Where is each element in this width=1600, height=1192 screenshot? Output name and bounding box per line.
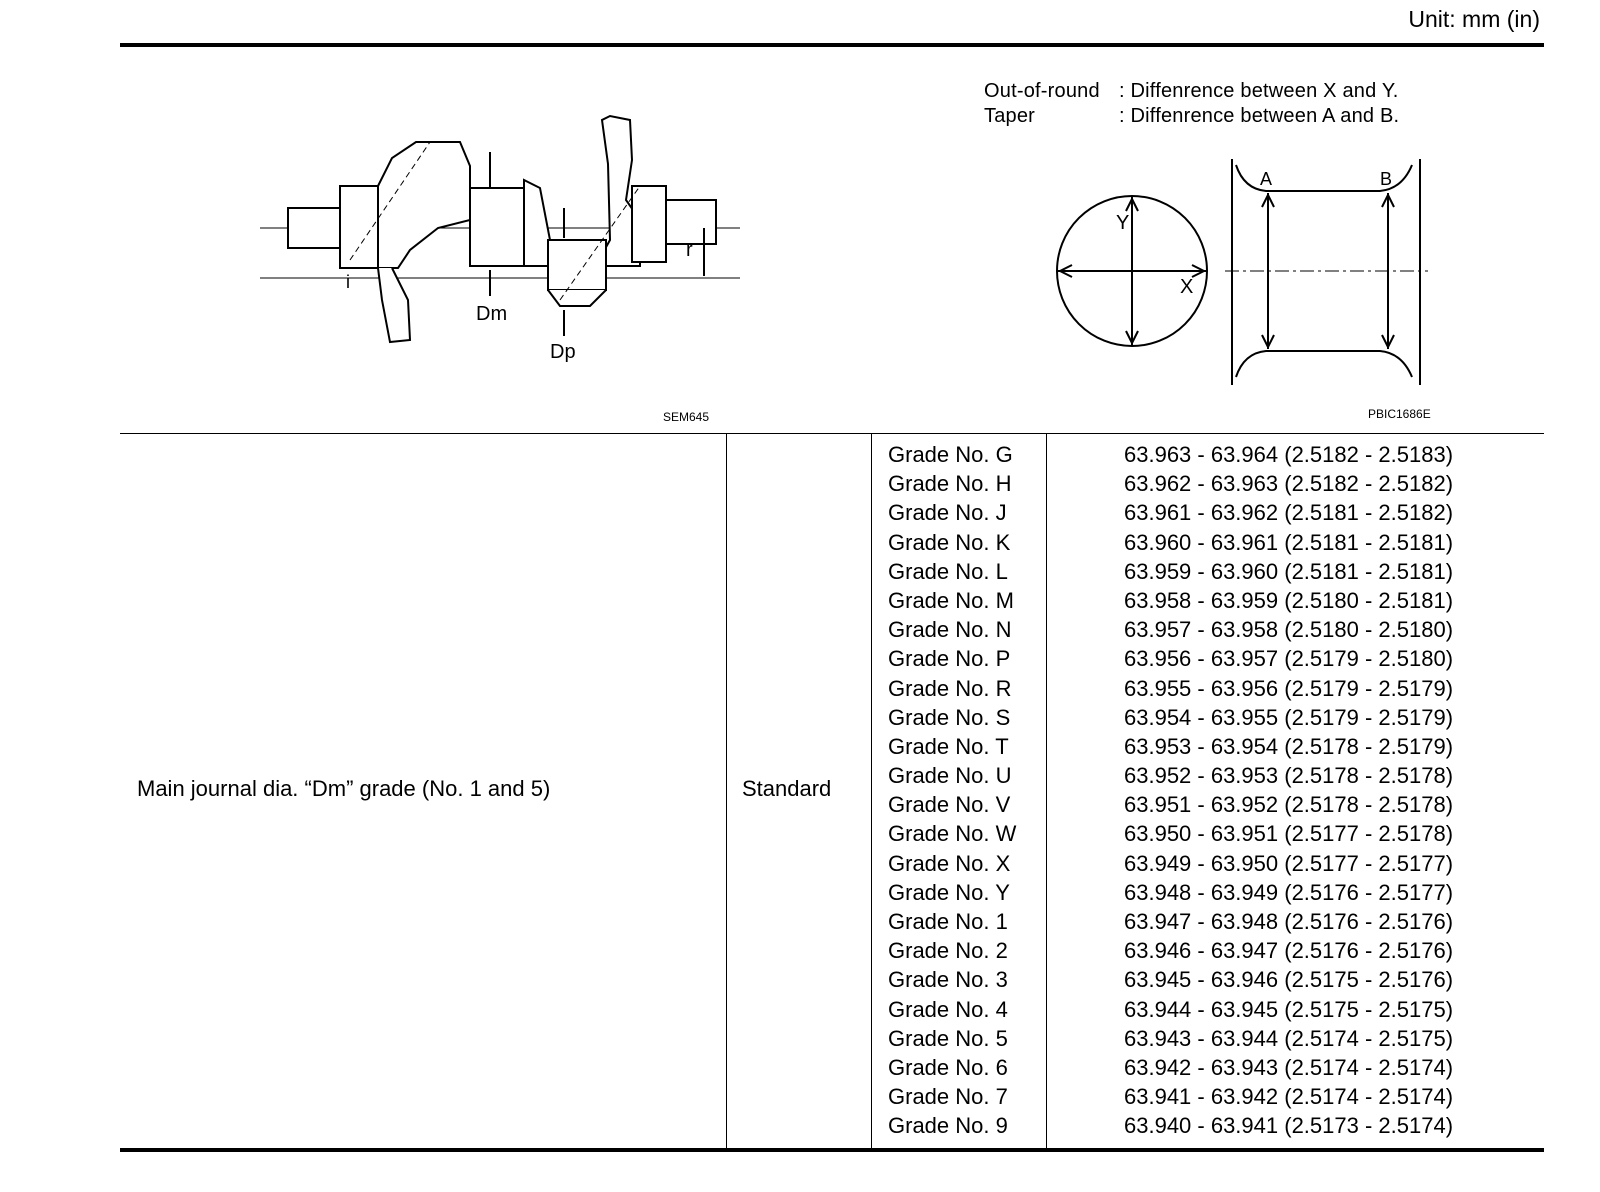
grade-cell: Grade No. 5 bbox=[888, 1025, 1008, 1051]
table-top-rule bbox=[120, 433, 1544, 434]
grade-cell: Grade No. H bbox=[888, 471, 1012, 497]
grade-cell: Grade No. P bbox=[888, 646, 1011, 672]
grade-cell: Grade No. 4 bbox=[888, 996, 1008, 1022]
col-divider-2 bbox=[871, 434, 872, 1148]
value-cell: 63.941 - 63.942 (2.5174 - 2.5174) bbox=[1124, 1084, 1454, 1110]
value-cell: 63.953 - 63.954 (2.5178 - 2.5179) bbox=[1124, 733, 1454, 759]
measurement-figure bbox=[1040, 155, 1440, 390]
value-cell: 63.946 - 63.947 (2.5176 - 2.5176) bbox=[1124, 938, 1454, 964]
value-cell: 63.942 - 63.943 (2.5174 - 2.5174) bbox=[1124, 1054, 1454, 1080]
grade-cell: Grade No. S bbox=[888, 704, 1011, 730]
value-cell: 63.944 - 63.945 (2.5175 - 2.5175) bbox=[1124, 996, 1454, 1022]
value-cell: 63.958 - 63.959 (2.5180 - 2.5181) bbox=[1124, 587, 1454, 613]
value-cell: 63.956 - 63.957 (2.5179 - 2.5180) bbox=[1124, 646, 1454, 672]
right-figure-code: PBIC1686E bbox=[1368, 407, 1431, 421]
value-cell: 63.949 - 63.950 (2.5177 - 2.5177) bbox=[1124, 850, 1454, 876]
grade-cell: Grade No. 7 bbox=[888, 1084, 1008, 1110]
taper-value: : Diffenrence between A and B. bbox=[1119, 105, 1400, 127]
grade-cell: Grade No. M bbox=[888, 587, 1014, 613]
value-cell: 63.961 - 63.962 (2.5181 - 2.5182) bbox=[1124, 500, 1454, 526]
grade-cell: Grade No. K bbox=[888, 529, 1011, 555]
grade-cell: Grade No. 2 bbox=[888, 938, 1008, 964]
value-cell: 63.951 - 63.952 (2.5178 - 2.5178) bbox=[1124, 792, 1454, 818]
taper-note bbox=[984, 105, 1399, 128]
value-cell: 63.955 - 63.956 (2.5179 - 2.5179) bbox=[1124, 675, 1454, 701]
grade-cell: Grade No. J bbox=[888, 500, 1007, 526]
grade-cell: Grade No. U bbox=[888, 763, 1012, 789]
value-cell: 63.963 - 63.964 (2.5182 - 2.5183) bbox=[1124, 442, 1454, 467]
value-cell: 63.962 - 63.963 (2.5182 - 2.5182) bbox=[1124, 471, 1454, 497]
grade-column bbox=[888, 441, 1016, 1142]
grade-cell: Grade No. R bbox=[888, 675, 1012, 701]
value-cell: 63.940 - 63.941 (2.5173 - 2.5174) bbox=[1124, 1113, 1454, 1139]
grade-cell: Grade No. T bbox=[888, 733, 1009, 759]
a-label: A bbox=[1260, 169, 1273, 189]
left-figure-code: SEM645 bbox=[663, 410, 710, 424]
grade-cell: Grade No. 6 bbox=[888, 1054, 1008, 1080]
grade-cell: Grade No. W bbox=[888, 821, 1017, 847]
grade-cell: Grade No. N bbox=[888, 617, 1012, 643]
condition-label: Standard bbox=[742, 776, 832, 801]
grade-cell: Grade No. X bbox=[888, 850, 1011, 876]
grade-cell: Grade No. 9 bbox=[888, 1113, 1008, 1139]
grade-cell: Grade No. Y bbox=[888, 879, 1010, 905]
b-label: B bbox=[1380, 169, 1393, 189]
dm-label: Dm bbox=[476, 303, 508, 325]
col-divider-1 bbox=[726, 434, 727, 1148]
value-cell: 63.952 - 63.953 (2.5178 - 2.5178) bbox=[1124, 763, 1454, 789]
r-label: r bbox=[686, 239, 693, 261]
out-of-round-value: : Diffenrence between X and Y. bbox=[1119, 80, 1399, 102]
dp-label: Dp bbox=[550, 341, 576, 363]
value-cell: 63.954 - 63.955 (2.5179 - 2.5179) bbox=[1124, 704, 1454, 730]
value-cell: 63.947 - 63.948 (2.5176 - 2.5176) bbox=[1124, 909, 1454, 934]
table-bottom-rule bbox=[120, 1148, 1544, 1152]
top-rule bbox=[120, 43, 1544, 47]
grade-cell: Grade No. 1 bbox=[888, 909, 1008, 934]
grade-cell: Grade No. 3 bbox=[888, 967, 1008, 993]
grade-cell: Grade No. G bbox=[888, 442, 1013, 467]
out-of-round-key: Out-of-round bbox=[984, 80, 1100, 102]
value-cell: 63.945 - 63.946 (2.5175 - 2.5176) bbox=[1124, 967, 1454, 993]
value-cell: 63.948 - 63.949 (2.5176 - 2.5177) bbox=[1124, 879, 1454, 905]
out-of-round-note bbox=[984, 80, 1399, 103]
grade-cell: Grade No. V bbox=[888, 792, 1011, 818]
value-cell: 63.959 - 63.960 (2.5181 - 2.5181) bbox=[1124, 558, 1454, 584]
col-divider-3 bbox=[1046, 434, 1047, 1148]
value-cell: 63.960 - 63.961 (2.5181 - 2.5181) bbox=[1124, 529, 1454, 555]
item-label: Main journal dia. “Dm” grade (No. 1 and 5) bbox=[137, 776, 551, 801]
value-column bbox=[1124, 441, 1453, 1142]
grade-cell: Grade No. L bbox=[888, 558, 1008, 584]
x-label: X bbox=[1180, 276, 1194, 298]
taper-key: Taper bbox=[984, 105, 1036, 127]
value-cell: 63.950 - 63.951 (2.5177 - 2.5178) bbox=[1124, 821, 1454, 847]
unit-label: Unit: mm (in) bbox=[1408, 6, 1540, 32]
y-label: Y bbox=[1116, 212, 1130, 234]
value-cell: 63.957 - 63.958 (2.5180 - 2.5180) bbox=[1124, 617, 1454, 643]
value-cell: 63.943 - 63.944 (2.5174 - 2.5175) bbox=[1124, 1025, 1454, 1051]
i-label: i bbox=[346, 272, 350, 292]
crankshaft-figure bbox=[260, 100, 740, 380]
